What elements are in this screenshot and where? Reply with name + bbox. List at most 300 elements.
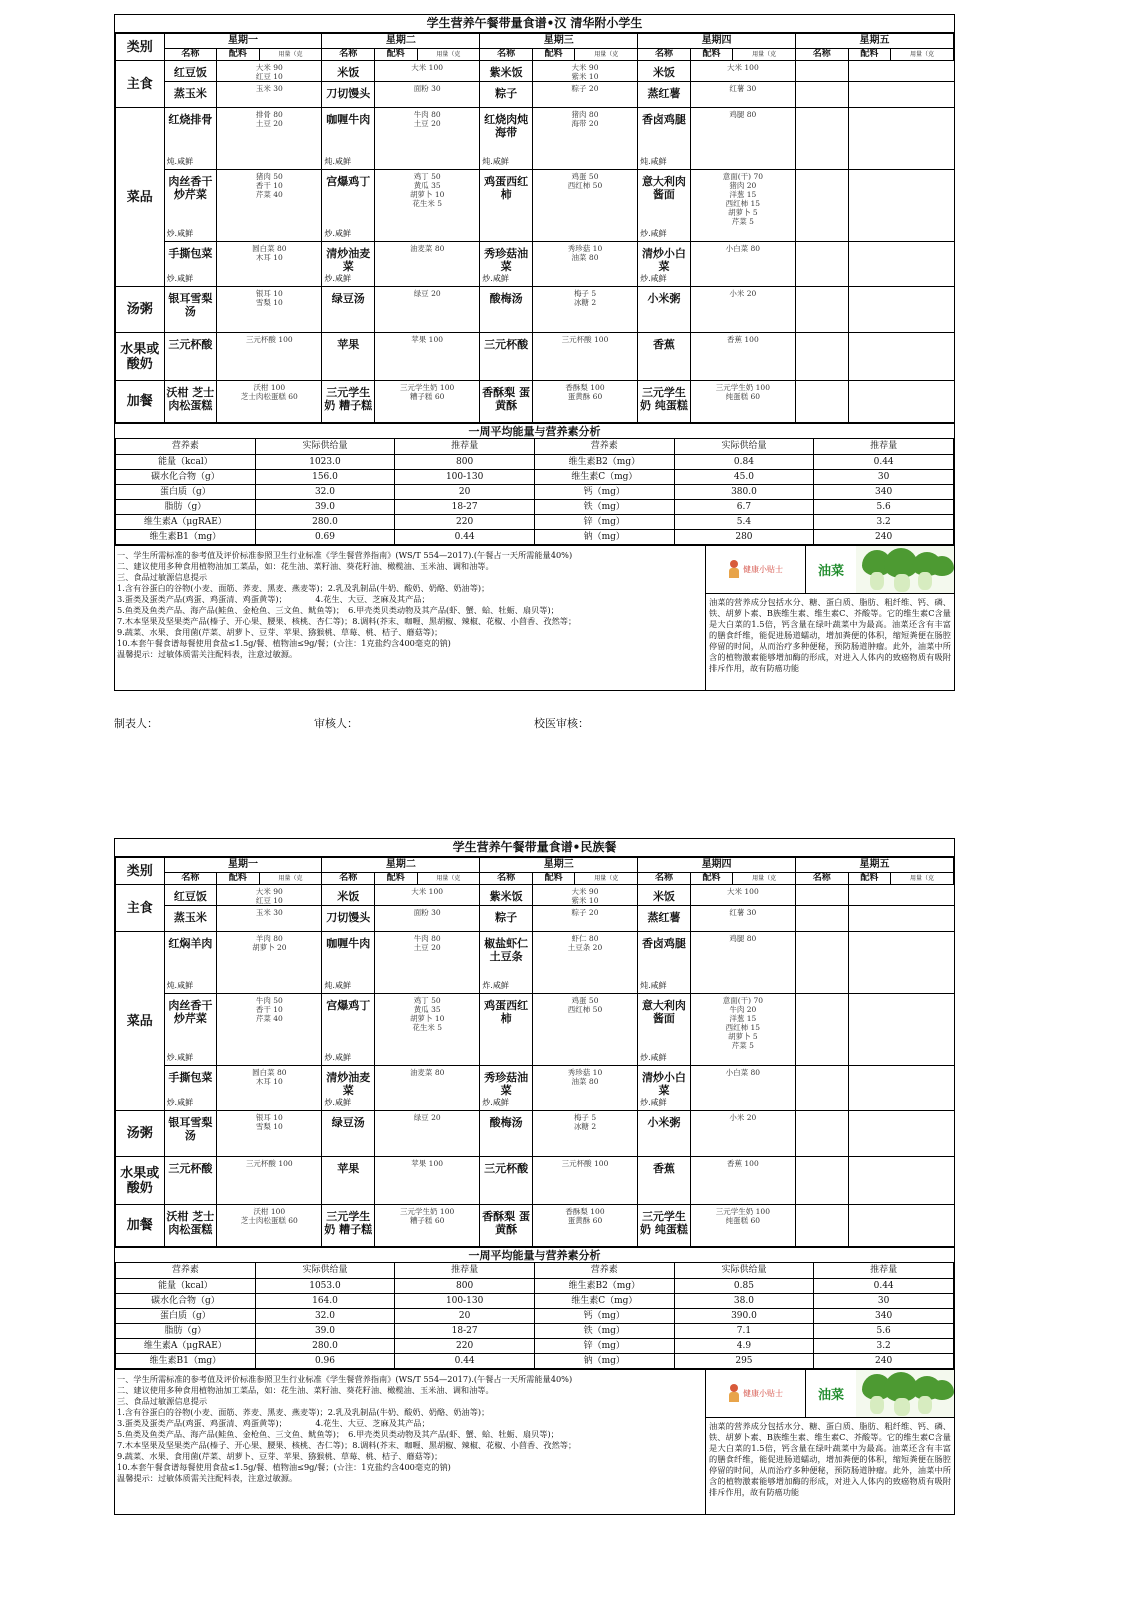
category-header: 类别 [116,858,165,885]
notes-section [115,1369,954,1515]
dish-name-text: 三元学生奶 纯蛋糕 [640,1210,688,1236]
dish-cell [480,287,533,333]
dish-cell [322,1205,375,1247]
ingredients-cell [217,932,322,994]
ingredients-cell [375,885,480,906]
ingredients-list: 红薯 30 [729,84,757,93]
dish-name-text: 蒸红薯 [647,911,681,924]
dish-cell [164,242,217,287]
dish-cell [322,82,375,108]
dish-name-text: 清炒小白菜 [641,247,686,273]
ingredients-cell [848,242,953,287]
analysis-header: 推荐量 [814,1263,954,1278]
dish-name-text: 三元学生奶 纯蛋糕 [640,386,688,412]
dish-name [480,170,532,241]
note-line: 二、建议使用多种食用植物油加工菜品，如：花生油、菜籽油、葵花籽油、橄榄油、玉米油、调和油等。 [117,1384,494,1395]
note-line: 5.鱼类及鱼类产品、海产品(鲑鱼、金枪鱼、三文鱼、鱿鱼等)； 6.甲壳类贝类动物及其产品(虾、蟹、蛤、牡蛎、扇贝等)； [117,604,559,615]
ingredients-list: 三元学生奶 100 纯蛋糕 60 [715,383,770,401]
dish-cell [322,885,375,906]
cooking-method: 炒.咸鲜 [640,1053,667,1062]
note-line: 3.蛋类及蛋类产品(鸡蛋、鸡蛋清、鸡蛋黄等)； 4.花生、大豆、芝麻及其产品； [117,1417,430,1428]
dish-cell [480,61,533,82]
dish-cell [322,1111,375,1157]
dish-name-text: 肉丝香干炒芹菜 [168,175,213,201]
dish-name [480,82,532,107]
cooking-method: 炒.咸鲜 [324,229,351,238]
tip-vegetable-name: 油菜 [817,563,844,579]
ingredients-list [849,108,954,110]
ingredients-cell [532,1205,637,1247]
analysis-header: 实际供给量 [255,439,395,454]
dish-cell [638,381,691,423]
dish-cell [480,1066,533,1111]
dish-cell [796,885,849,906]
analysis-table [115,1263,954,1369]
dish-name-text: 粽子 [495,87,518,100]
sub-header: 名称 [638,49,691,61]
dish-name-text: 肉丝香干炒芹菜 [168,999,213,1025]
analysis-cell: 340 [814,1308,954,1323]
day-header: 星期三 [480,34,638,49]
analysis-cell: 0.44 [814,454,954,469]
sub-header: 名称 [796,49,849,61]
dish-name-text: 粽子 [495,911,518,924]
dish-name-text: 清炒小白菜 [641,1071,686,1097]
ingredients-cell [375,381,480,423]
ingredients-list: 大米 100 [727,63,759,72]
ingredients-list: 大米 90 红豆 10 [255,63,283,81]
ingredients-list: 小米 20 [729,1113,757,1122]
ingredients-cell [848,61,953,82]
dish-name [480,1157,532,1204]
ingredients-cell [532,885,637,906]
analysis-cell: 蛋白质（g） [116,484,256,499]
dish-cell [796,906,849,932]
analysis-cell: 164.0 [255,1293,395,1308]
dish-name [480,1205,532,1246]
ingredients-list: 圆白菜 80 木耳 10 [252,244,287,262]
ingredients-list: 小白菜 80 [725,1068,761,1077]
ingredients-list: 圆白菜 80 木耳 10 [252,1068,287,1086]
ingredients-cell [375,333,480,381]
dish-name [165,108,217,169]
ingredients-cell [848,1157,953,1205]
ingredients-list: 沃柑 100 芝士肉松蛋糕 60 [240,383,298,401]
analysis-row [116,1278,954,1293]
dish-cell [164,287,217,333]
tip-badge [706,546,806,593]
sub-header: 用量（克 [891,873,954,885]
dish-name [165,61,217,81]
sub-header: 名称 [164,873,217,885]
sub-header: 用量（克 [891,49,954,61]
dish-cell [480,1157,533,1205]
sub-header: 用量（克 [417,873,480,885]
ingredients-list [849,885,954,887]
dish-cell [480,1205,533,1247]
sub-header: 配料 [375,873,418,885]
dish-name [796,1205,848,1246]
dish-name-text: 小米粥 [647,292,681,305]
ingredients-list: 猪肉 80 海带 20 [571,110,599,128]
ingredients-list [849,1205,954,1207]
dish-cell [164,1111,217,1157]
dish-name-text: 三元杯酸 [484,338,529,351]
analysis-cell: 20 [395,484,535,499]
ingredients-cell [532,82,637,108]
ingredients-cell [848,333,953,381]
ingredients-cell [375,932,480,994]
dish-name [322,885,374,905]
day-header: 星期三 [480,858,638,873]
analysis-cell: 钠（mg） [534,1353,674,1368]
ingredients-cell [690,381,795,423]
dish-name-text: 意大利肉酱面 [641,999,686,1025]
cooking-method: 炸.咸鲜 [482,981,509,990]
ingredients-list: 面粉 30 [413,84,441,93]
analysis-cell: 3.2 [814,1338,954,1353]
ingredients-cell [690,333,795,381]
dish-name-text: 刀切馒头 [326,911,371,924]
ingredients-list: 银耳 10 雪梨 10 [255,1113,283,1131]
analysis-cell: 维生素B1（mg） [116,1353,256,1368]
analysis-cell: 锌（mg） [534,514,674,529]
analysis-row [116,1323,954,1338]
ingredients-cell [690,82,795,108]
sub-header: 用量（克 [417,49,480,61]
ingredients-list: 银耳 10 雪梨 10 [255,289,283,307]
ingredients-list: 大米 100 [411,887,443,896]
health-tip [706,1370,954,1514]
analysis-cell: 5.6 [814,499,954,514]
dish-name-text: 三元杯酸 [484,1162,529,1175]
analysis-row [116,529,954,544]
sub-header: 配料 [375,49,418,61]
analysis-cell: 0.44 [814,1278,954,1293]
ingredients-list: 苹果 100 [411,1159,443,1168]
dish-cell [638,287,691,333]
analysis-cell: 340 [814,484,954,499]
analysis-cell: 6.7 [674,499,814,514]
ingredients-list: 玉米 30 [255,908,283,917]
ingredients-cell [375,61,480,82]
dish-cell [796,170,849,242]
ingredients-list: 粽子 20 [571,908,599,917]
sub-header: 名称 [480,873,533,885]
day-header: 星期五 [796,34,954,49]
dish-name [796,906,848,931]
dish-cell [480,932,533,994]
dish-name [480,906,532,931]
ingredients-cell [690,170,795,242]
dish-cell [796,82,849,108]
sub-header: 用量（克 [575,873,638,885]
dish-name [322,242,374,286]
dish-name [796,381,848,422]
dish-cell [164,61,217,82]
dish-name [638,333,690,380]
analysis-row [116,1353,954,1368]
analysis-cell: 240 [814,1353,954,1368]
dish-name-text: 香蕉 [652,1162,675,1175]
day-header: 星期五 [796,858,954,873]
analysis-row [116,454,954,469]
ingredients-cell [217,1111,322,1157]
analysis-row [116,484,954,499]
ingredients-cell [532,61,637,82]
ingredients-cell [848,994,953,1066]
analysis-header: 实际供给量 [674,439,814,454]
dish-name-text: 米饭 [337,890,360,903]
ingredients-cell [690,1111,795,1157]
cooking-method: 炖.咸鲜 [324,157,351,166]
dish-cell [638,1157,691,1205]
cooking-method: 炒.咸鲜 [324,1053,351,1062]
ingredients-list: 粽子 20 [571,84,599,93]
analysis-title: 一周平均能量与营养素分析 [115,423,954,439]
dish-name [322,108,374,169]
ingredients-cell [217,170,322,242]
ingredients-list: 油麦菜 80 [409,244,445,253]
analysis-header: 推荐量 [395,1263,535,1278]
dish-name [165,885,217,905]
analysis-header: 营养素 [116,1263,256,1278]
note-line: 9.蔬菜、水果、食用菌(芹菜、胡萝卜、豆芽、苹果、猕猴桃、草莓、桃、桔子、蘑菇等)； [117,626,443,637]
dish-name-text: 清炒油麦菜 [326,1071,371,1097]
analysis-header-row [116,1263,954,1278]
ingredients-list: 鸡腿 80 [729,934,757,943]
dish-name-text: 香酥梨 蛋黄酥 [482,1210,530,1236]
ingredients-cell [690,1157,795,1205]
ingredients-cell [848,82,953,108]
analysis-cell: 32.0 [255,1308,395,1323]
analysis-row [116,499,954,514]
dish-name-text: 绿豆汤 [331,1116,365,1129]
note-line: 7.木本坚果及坚果类产品(榛子、开心果、腰果、核桃、杏仁等)；8.调料(芥末、咖喱、黑胡椒、辣椒、花椒、小茴香、孜然等； [117,615,577,626]
sub-header: 名称 [480,49,533,61]
footer-doctor: 校医审核： [534,717,589,730]
analysis-cell: 39.0 [255,499,395,514]
analysis-cell: 156.0 [255,469,395,484]
tip-header [706,1370,954,1418]
ingredients-list: 意面(干) 70 牛肉 20 洋葱 15 西红柿 15 胡萝卜 5 芹菜 5 [722,996,764,1050]
menu-table [115,857,954,1247]
ingredients-cell [217,381,322,423]
dish-name [796,333,848,380]
ingredients-list: 羊肉 80 胡萝卜 20 [252,934,287,952]
analysis-cell: 30 [814,469,954,484]
sub-header: 用量（克 [259,873,322,885]
sub-header: 配料 [532,873,575,885]
day-header: 星期四 [638,34,796,49]
dish-cell [480,906,533,932]
dish-cell [164,333,217,381]
dish-name [638,932,690,993]
ingredients-list: 三元杯酸 100 [245,1159,293,1168]
dish-cell [322,1066,375,1111]
footer-preparer: 制表人： [114,717,158,730]
ingredients-list: 红薯 30 [729,908,757,917]
analysis-cell: 脂肪（g） [116,1323,256,1338]
dish-name-text: 酸梅汤 [489,1116,523,1129]
note-line: 10.本套午餐食谱每餐使用食盐≤1.5g/餐、植物油≤9g/餐；(☆注：1克盐约含400毫克的钠) [117,637,451,648]
ingredients-cell [690,932,795,994]
dish-name [796,170,848,241]
sub-header: 配料 [848,873,891,885]
sub-header: 名称 [322,873,375,885]
dish-name [480,287,532,332]
dish-cell [322,932,375,994]
ingredients-cell [848,1066,953,1111]
dish-name [638,1157,690,1204]
ingredients-cell [375,108,480,170]
dish-name-text: 意大利肉酱面 [641,175,686,201]
category-cell: 加餐 [116,1205,165,1247]
ingredients-list [849,1066,954,1068]
ingredients-list [849,1111,954,1113]
dish-name [638,381,690,422]
notes-block [115,1370,706,1514]
dish-cell [322,61,375,82]
dish-name-text: 银耳雪梨汤 [168,292,213,318]
cooking-method: 炒.咸鲜 [482,274,509,283]
dish-name [638,170,690,241]
dish-cell [322,242,375,287]
category-cell: 水果或酸奶 [116,1157,165,1205]
analysis-header: 营养素 [534,439,674,454]
dish-cell [480,381,533,423]
dish-name-text: 秀珍菇油菜 [484,1071,529,1097]
ingredients-list: 三元学生奶 100 糟子糕 60 [400,1207,455,1225]
dish-name [165,1066,217,1110]
dish-cell [322,994,375,1066]
dish-name-text: 红豆饭 [173,66,207,79]
day-header: 星期一 [164,34,322,49]
analysis-cell: 铁（mg） [534,499,674,514]
dish-cell [164,170,217,242]
ingredients-list: 大米 100 [411,63,443,72]
dish-name-text: 酸梅汤 [489,292,523,305]
dish-name-text: 鸡蛋西红柿 [484,999,529,1025]
analysis-cell: 800 [395,454,535,469]
dish-name-text: 苹果 [337,338,360,351]
ingredients-list: 小米 20 [729,289,757,298]
cooking-method: 炖.咸鲜 [482,157,509,166]
dish-name [638,906,690,931]
dish-cell [638,932,691,994]
ingredients-cell [532,108,637,170]
ingredients-cell [375,1205,480,1247]
ingredients-list: 牛肉 80 土豆 20 [413,934,441,952]
dish-name [480,242,532,286]
dish-name-text: 秀珍菇油菜 [484,247,529,273]
analysis-cell: 钠（mg） [534,529,674,544]
analysis-cell: 380.0 [674,484,814,499]
sub-header: 配料 [690,873,733,885]
menu-sheet-han [114,14,955,691]
note-line: 10.本套午餐食谱每餐使用食盐≤1.5g/餐、植物油≤9g/餐；(☆注：1克盐约含400毫克的钠) [117,1461,451,1472]
sub-header: 配料 [690,49,733,61]
dish-cell [638,906,691,932]
ingredients-cell [532,242,637,287]
ingredients-cell [848,170,953,242]
cooking-method: 炒.咸鲜 [166,274,194,283]
analysis-cell: 240 [814,529,954,544]
bok-choy-icon [856,1370,954,1417]
analysis-cell: 0.44 [395,1353,535,1368]
dish-name-text: 三元学生奶 糟子糕 [324,386,373,412]
dish-cell [322,381,375,423]
dish-name-text: 香蕉 [652,338,675,351]
ingredients-cell [375,994,480,1066]
dish-name [165,1111,217,1156]
ingredients-cell [532,1111,637,1157]
dish-cell [164,885,217,906]
dish-cell [322,1157,375,1205]
ingredients-cell [848,906,953,932]
ingredients-list: 鸡腿 80 [729,110,757,119]
dish-name [796,61,848,81]
ingredients-cell [217,1205,322,1247]
analysis-cell: 32.0 [255,484,395,499]
analysis-cell: 100-130 [395,1293,535,1308]
analysis-cell: 钙（mg） [534,484,674,499]
ingredients-list: 油麦菜 80 [409,1068,445,1077]
dish-cell [322,906,375,932]
analysis-cell: 脂肪（g） [116,499,256,514]
note-line: 5.鱼类及鱼类产品、海产品(鲑鱼、金枪鱼、三文鱼、鱿鱼等)； 6.甲壳类贝类动物及其产品(虾、蟹、蛤、牡蛎、扇贝等)； [117,1428,559,1439]
analysis-cell: 39.0 [255,1323,395,1338]
dish-name [480,108,532,169]
ingredients-list: 秀珍菇 10 油菜 80 [567,244,603,262]
analysis-header: 推荐量 [395,439,535,454]
footer-reviewer: 审核人： [314,717,358,730]
ingredients-list: 排骨 80 土豆 20 [255,110,283,128]
day-header: 星期二 [322,858,480,873]
ingredients-list [849,381,954,383]
dish-name [796,1066,848,1110]
dish-cell [322,170,375,242]
ingredients-cell [690,1066,795,1111]
ingredients-list: 香酥梨 100 蛋黄酥 60 [565,1207,605,1225]
girl-icon [728,560,740,578]
note-line: 三、食品过敏源信息提示 [117,571,208,582]
cooking-method: 炒.咸鲜 [166,1053,194,1062]
ingredients-list: 大米 90 红豆 10 [255,887,283,905]
dish-cell [796,1111,849,1157]
tip-badge-text: 健康小贴士 [743,1388,783,1398]
cooking-method: 炒.咸鲜 [324,274,351,283]
analysis-cell: 维生素C（mg） [534,469,674,484]
ingredients-cell [690,242,795,287]
tip-badge-text: 健康小贴士 [743,564,783,574]
dish-name [165,242,217,286]
analysis-cell: 维生素A（μgRAE） [116,514,256,529]
dish-name-text: 咖喱牛肉 [326,937,371,950]
dish-name-text: 手撕包菜 [168,247,213,260]
dish-cell [638,170,691,242]
menu-table [115,33,954,423]
dish-name-text: 蒸红薯 [647,87,681,100]
health-tip [706,546,954,690]
dish-name [796,1111,848,1156]
cooking-method: 炒.咸鲜 [166,229,194,238]
ingredients-list: 小白菜 80 [725,244,761,253]
analysis-cell: 4.9 [674,1338,814,1353]
ingredients-list: 香蕉 100 [727,335,759,344]
dish-name [638,885,690,905]
menu-sheet-ethnic [114,838,955,1515]
